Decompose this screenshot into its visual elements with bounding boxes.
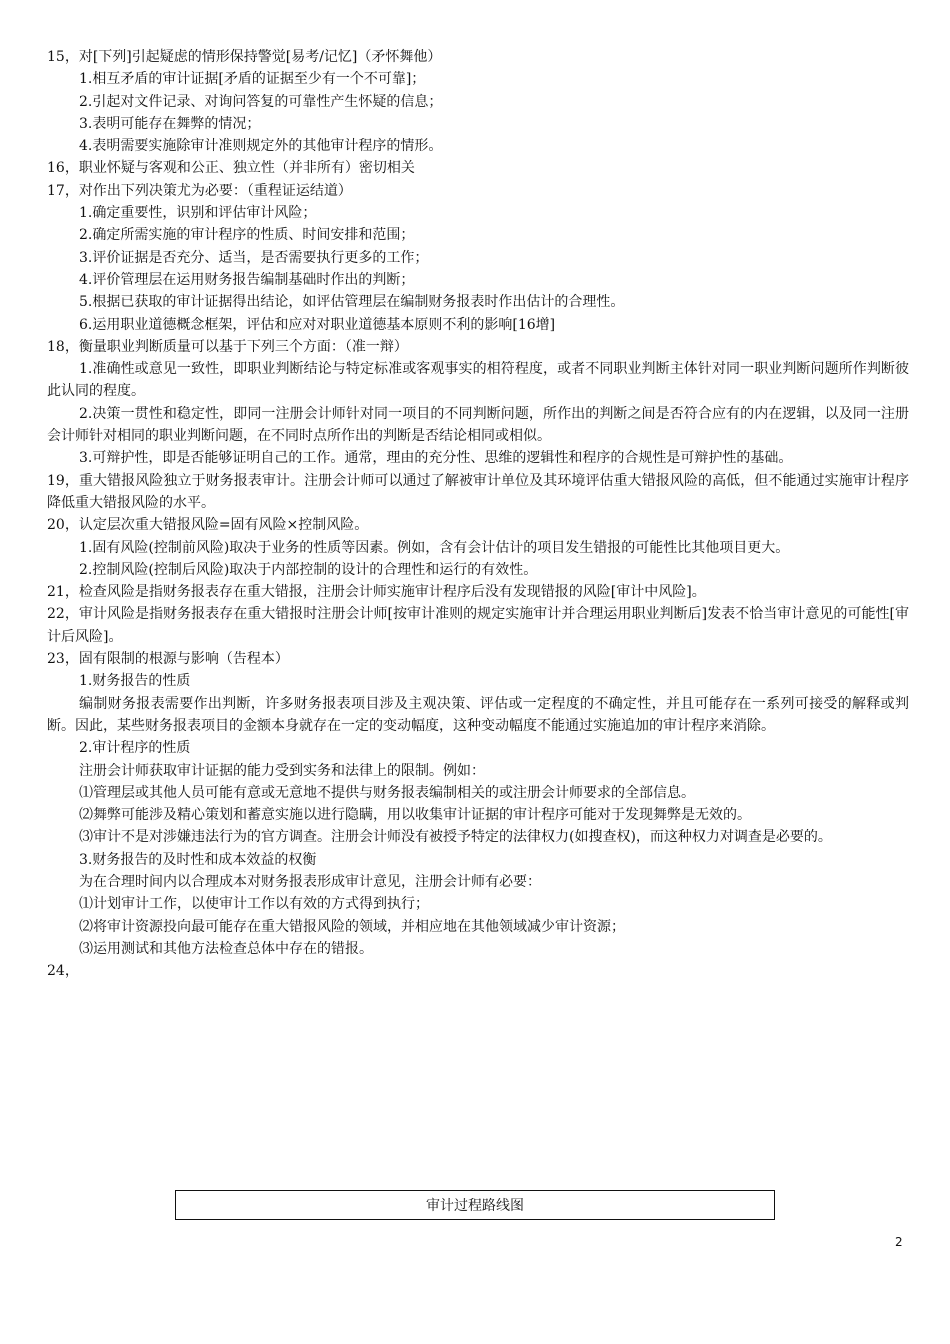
text-line: ⑴计划审计工作，以使审计工作以有效的方式得到执行；	[79, 896, 429, 913]
text-line: 2.控制风险(控制后风险)取决于内部控制的设计的合理性和运行的有效性。	[79, 561, 538, 578]
text-line: 21，检查风险是指财务报表存在重大错报，注册会计师实施审计程序后没有发现错报的风险[审计中风险]。	[47, 584, 706, 601]
text-line: 为在合理时间内以合理成本对财务报表形成审计意见，注册会计师有必要：	[79, 873, 541, 890]
text-line: 1.准确性或意见一致性，即职业判断结论与特定标准或客观事实的相符程度，或者不同职业判断主体针对同一职业判断问题所作判断彼此认同的程度。	[47, 361, 909, 400]
text-line: 15，对[下列]引起疑虑的情形保持警觉[易考/记忆]（矛怀舞他）	[47, 49, 442, 65]
roadmap-title: 审计过程路线图	[426, 1198, 524, 1214]
text-line: 19，重大错报风险独立于财务报表审计。注册会计师可以通过了解被审计单位及其环境评估重大错报风险的高低，但不能通过实施审计程序降低重大错报风险的水平。	[47, 472, 909, 511]
text-line: 2.决策一贯性和稳定性，即同一注册会计师针对同一项目的不同判断问题，所作出的判断之间是否符合应有的内在逻辑，以及同一注册会计师针对相同的职业判断问题，在不同时点所作出的判断是否结论相同或相似。	[47, 405, 909, 445]
text-line: ⑵舞弊可能涉及精心策划和蓄意实施以进行隐瞒，用以收集审计证据的审计程序可能对于发现舞弊是无效的。	[79, 807, 751, 824]
text-line: 17，对作出下列决策尤为必要：（重程证运结道）	[47, 182, 352, 199]
text-line: 20，认定层次重大错报风险=固有风险×控制风险。	[47, 517, 369, 534]
text-line: ⑴管理层或其他人员可能有意或无意地不提供与财务报表编制相关的或注册会计师要求的全部信息。	[79, 784, 695, 801]
text-line: 1.相互矛盾的审计证据[矛盾的证据至少有一个不可靠]；	[79, 71, 426, 88]
text-line: 23，固有限制的根源与影响（告程本）	[47, 651, 289, 668]
text-line: 注册会计师获取审计证据的能力受到实务和法律上的限制。例如：	[79, 762, 485, 779]
text-line: 2.引起对文件记录、对询问答复的可靠性产生怀疑的信息；	[79, 93, 443, 110]
text-line: ⑶运用测试和其他方法检查总体中存在的错报。	[79, 940, 373, 957]
text-line: ⑶审计不是对涉嫌违法行为的官方调查。注册会计师没有被授予特定的法律权力(如搜查权)，而这种权力对调查是必要的。	[79, 829, 832, 846]
text-line: 3.可辩护性，即是否能够证明自己的工作。通常，理由的充分性、思维的逻辑性和程序的合规性是可辩护性的基础。	[79, 450, 793, 467]
text-line: 5.根据已获取的审计证据得出结论，如评估管理层在编制财务报表时作出估计的合理性。	[79, 294, 625, 311]
text-line: 16，职业怀疑与客观和公正、独立性（并非所有）密切相关	[47, 160, 415, 177]
text-line: 4.评价管理层在运用财务报告编制基础时作出的判断；	[79, 271, 415, 288]
text-line: 24，	[47, 963, 79, 980]
text-line: 1.财务报告的性质	[79, 673, 191, 690]
text-line: 编制财务报表需要作出判断，许多财务报表项目涉及主观决策、评估或一定程度的不确定性，并且可能存在一系列可接受的解释或判断。因此，某些财务报表项目的金额本身就存在一定的变动幅度，这种变动幅度不能通过实施追加的审计程序来消除。	[47, 695, 909, 734]
text-line: 6.运用职业道德概念框架，评估和应对对职业道德基本原则不利的影响[16增]	[79, 316, 556, 333]
text-line: 3.财务报告的及时性和成本效益的权衡	[79, 851, 317, 868]
text-line: 2.审计程序的性质	[79, 740, 191, 757]
text-line: 1.固有风险(控制前风险)取决于业务的性质等因素。例如，含有会计估计的项目发生错报的可能性比其他项目更大。	[79, 539, 790, 556]
text-line: ⑵将审计资源投向最可能存在重大错报风险的领域，并相应地在其他领域减少审计资源；	[79, 918, 625, 935]
text-line: 4.表明需要实施除审计准则规定外的其他审计程序的情形。	[79, 138, 443, 155]
page-number: 2	[895, 1235, 903, 1249]
text-line: 22，审计风险是指财务报表存在重大错报时注册会计师[按审计准则的规定实施审计并合理运用职业判断后]发表不恰当审计意见的可能性[审计后风险]。	[47, 606, 909, 645]
text-line: 2.确定所需实施的审计程序的性质、时间安排和范围；	[79, 227, 415, 244]
text-line: 1.确定重要性，识别和评估审计风险；	[79, 205, 317, 222]
text-line: 3.评价证据是否充分、适当，是否需要执行更多的工作；	[79, 249, 429, 266]
document-body	[47, 46, 909, 982]
text-line: 18，衡量职业判断质量可以基于下列三个方面：（准一辩）	[47, 338, 408, 355]
text-line: 3.表明可能存在舞弊的情况；	[79, 115, 261, 132]
roadmap-title-box	[175, 1190, 775, 1220]
